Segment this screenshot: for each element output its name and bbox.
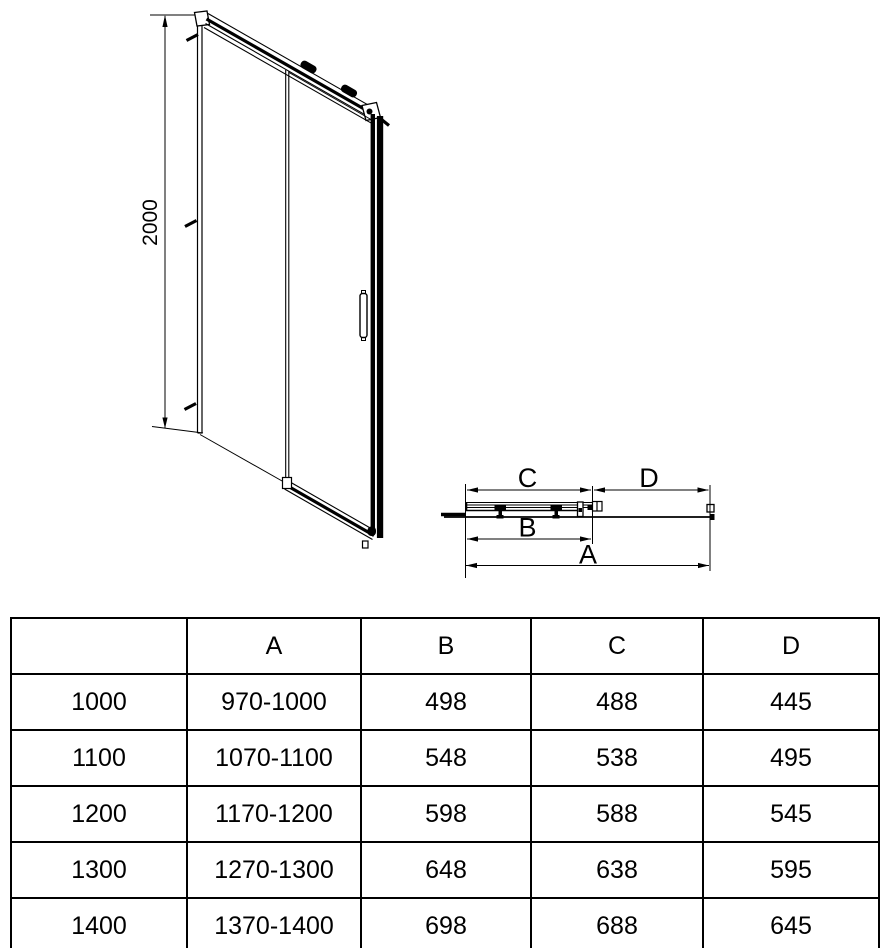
- table-cell-b: 598: [361, 786, 531, 842]
- arrow-right-icon: [698, 487, 709, 492]
- arrow-left-icon: [467, 536, 478, 541]
- table-header-cell: B: [361, 618, 531, 674]
- table-cell-b: 698: [361, 898, 531, 948]
- door-front-view: [150, 11, 389, 548]
- height-dimension-label: 2000: [139, 199, 162, 246]
- table-cell-size: 1000: [11, 674, 187, 730]
- table-cell-a: 1070-1100: [187, 730, 361, 786]
- arrow-right-icon: [698, 563, 709, 568]
- arrow-down-icon: [162, 418, 167, 429]
- table-cell-b: 498: [361, 674, 531, 730]
- table-cell-b: 548: [361, 730, 531, 786]
- table-cell-a: 1370-1400: [187, 898, 361, 948]
- table-row: [11, 898, 879, 948]
- table-cell-d: 645: [703, 898, 879, 948]
- table-row: [11, 786, 879, 842]
- dimension-d-label: D: [639, 463, 659, 493]
- table-cell-d: 495: [703, 730, 879, 786]
- table-cell-c: 488: [531, 674, 703, 730]
- table-cell-c: 588: [531, 786, 703, 842]
- wall-bracket-icon: [185, 221, 197, 227]
- wall-bracket-icon: [185, 404, 197, 410]
- table-header-cell: [11, 618, 187, 674]
- table-cell-d: 445: [703, 674, 879, 730]
- table-cell-c: 688: [531, 898, 703, 948]
- rail-end-cap: [368, 527, 377, 537]
- table-cell-c: 538: [531, 730, 703, 786]
- arrow-right-icon: [580, 487, 591, 492]
- table-cell-d: 545: [703, 786, 879, 842]
- arrow-left-icon: [466, 563, 477, 568]
- arrow-left-icon: [594, 487, 605, 492]
- table-cell-size: 1200: [11, 786, 187, 842]
- table-cell-size: 1100: [11, 730, 187, 786]
- glass-panels: [200, 70, 371, 484]
- left-wall-profile: [185, 24, 203, 433]
- table-header-cell: C: [531, 618, 703, 674]
- rail-end-cap: [283, 478, 292, 489]
- wall-bracket-icon: [187, 35, 199, 41]
- bottom-rail: [283, 478, 377, 540]
- table-row: [11, 674, 879, 730]
- table-cell-size: 1300: [11, 842, 187, 898]
- table-row: [11, 730, 879, 786]
- size-table: [10, 617, 880, 948]
- table-cell-a: 970-1000: [187, 674, 361, 730]
- table-cell-c: 638: [531, 842, 703, 898]
- dimension-a-label: A: [578, 539, 598, 570]
- table-row: [11, 842, 879, 898]
- arrow-up-icon: [162, 15, 167, 27]
- table-header-row: [11, 618, 879, 674]
- table-header-cell: A: [187, 618, 361, 674]
- table-cell-size: 1400: [11, 898, 187, 948]
- table-header-cell: D: [703, 618, 879, 674]
- table-cell-b: 648: [361, 842, 531, 898]
- plan-view-drawing: [441, 484, 715, 578]
- door-handle: [360, 291, 367, 341]
- dimension-b-label: B: [518, 512, 537, 543]
- table-cell-d: 595: [703, 842, 879, 898]
- top-rail: [195, 11, 381, 124]
- bottom-foot: [363, 541, 369, 548]
- dimension-c-label: C: [517, 463, 538, 493]
- arrow-left-icon: [467, 487, 478, 492]
- table-cell-a: 1170-1200: [187, 786, 361, 842]
- table-cell-a: 1270-1300: [187, 842, 361, 898]
